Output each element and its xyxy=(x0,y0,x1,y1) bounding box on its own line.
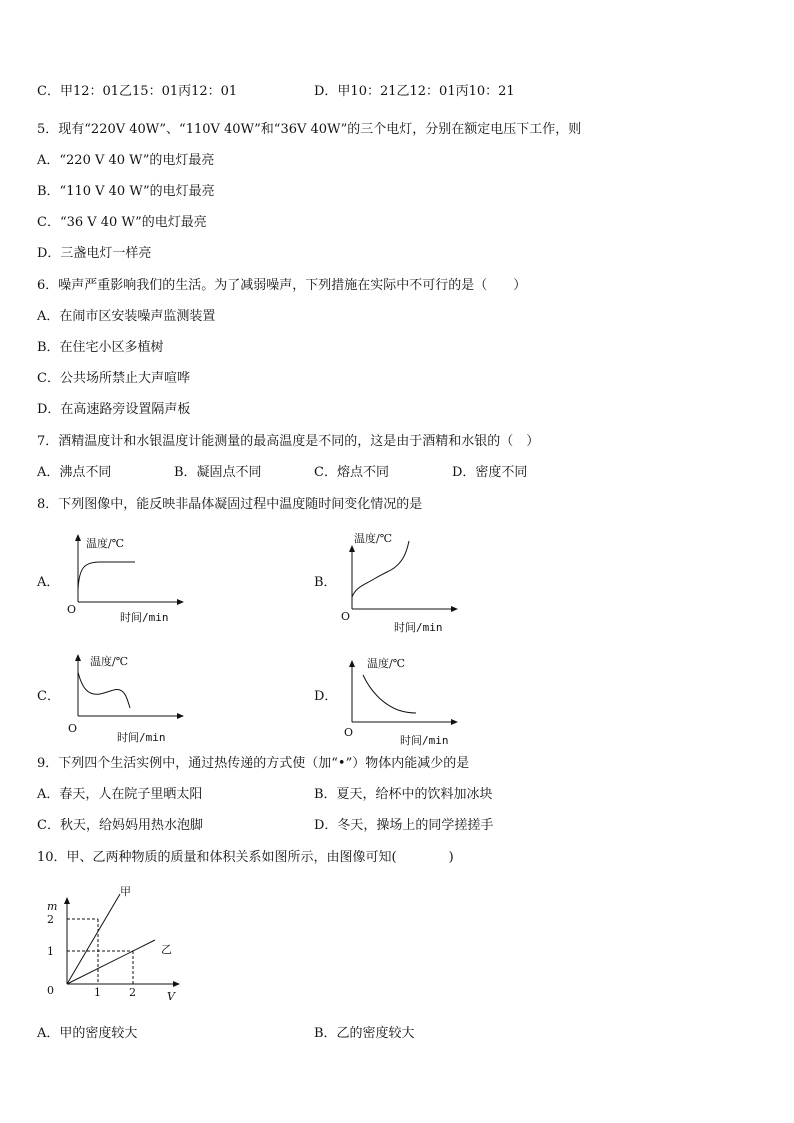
q9-option-a: A．春天，人在院子里晒太阳 xyxy=(37,787,203,802)
q7-option-b: B．凝固点不同 xyxy=(174,465,262,480)
curve-c xyxy=(78,672,130,708)
y-tick-2: 2 xyxy=(47,913,54,926)
q7-option-c: C．熔点不同 xyxy=(314,465,389,480)
x-axis-arrow-icon xyxy=(173,981,180,987)
q8-graph-a xyxy=(60,530,190,630)
origin-label: O xyxy=(68,722,78,735)
q8-stem: 8．下列图像中，能反映非晶体凝固过程中温度随时间变化情况的是 xyxy=(37,497,423,512)
q4-option-d: D．甲10：21乙12：01丙10：21 xyxy=(314,84,515,99)
curve-b xyxy=(352,541,409,597)
q4-option-c: C．甲12：01乙15：01丙12：01 xyxy=(37,84,238,99)
y-axis-label: 温度/℃ xyxy=(367,657,406,670)
q5-option-b: B．“110 V 40 W”的电灯最亮 xyxy=(37,184,215,199)
q6-option-d: D．在高速路旁设置隔声板 xyxy=(37,402,191,417)
origin-label: O xyxy=(341,610,351,623)
y-axis-arrow-icon xyxy=(75,534,81,541)
q6-option-b: B．在住宅小区多植树 xyxy=(37,340,164,355)
q9-option-c: C．秋天，给妈妈用热水泡脚 xyxy=(37,818,203,833)
y-axis-label: 温度/℃ xyxy=(90,655,129,668)
q10-stem: 10．甲、乙两种物质的质量和体积关系如图所示，由图像可知( ) xyxy=(37,850,454,865)
q8-label-b: B． xyxy=(314,575,337,590)
curve-a xyxy=(78,562,135,590)
y-tick-1: 1 xyxy=(47,945,54,958)
q10-option-a: A．甲的密度较大 xyxy=(37,1026,138,1041)
x-tick-1: 1 xyxy=(94,986,101,999)
y-axis-label: 温度/℃ xyxy=(354,532,393,545)
origin-label: O xyxy=(344,726,354,739)
y-axis-arrow-icon xyxy=(64,897,70,904)
x-axis-label: V xyxy=(167,990,175,1003)
q8-graph-c xyxy=(60,650,190,750)
origin-label: 0 xyxy=(47,984,54,997)
y-axis-arrow-icon xyxy=(349,660,355,667)
q8-label-d: D． xyxy=(314,689,338,704)
line-yi-label: 乙 xyxy=(161,943,172,956)
x-axis-label: 时间/min xyxy=(120,611,169,624)
x-axis-arrow-icon xyxy=(177,599,184,605)
q8-label-c: C． xyxy=(37,689,60,704)
line-jia-label: 甲 xyxy=(120,885,131,898)
q8-graph-b xyxy=(334,527,464,637)
x-axis-label: 时间/min xyxy=(117,731,166,744)
y-axis-arrow-icon xyxy=(349,545,355,552)
y-axis-arrow-icon xyxy=(75,654,81,661)
q8-label-a: A． xyxy=(37,575,60,590)
y-axis-label: 温度/℃ xyxy=(86,537,125,550)
q6-option-a: A．在闹市区安装噪声监测装置 xyxy=(37,309,216,324)
q6-stem: 6．噪声严重影响我们的生活。为了减弱噪声，下列措施在实际中不可行的是（ ） xyxy=(37,278,527,293)
q8-graph-d xyxy=(334,652,464,750)
origin-label: O xyxy=(67,603,77,616)
x-axis-arrow-icon xyxy=(451,606,458,612)
q5-stem: 5．现有“220V 40W”、“110V 40W”和“36V 40W”的三个电灯，分别在额定电压下工作，则 xyxy=(37,122,582,137)
q10-option-b: B．乙的密度较大 xyxy=(314,1026,415,1041)
q9-option-b: B．夏天，给杯中的饮料加冰块 xyxy=(314,787,493,802)
x-axis-arrow-icon xyxy=(451,719,458,725)
q9-stem: 9．下列四个生活实例中，通过热传递的方式使（加“•”）物体内能减少的是 xyxy=(37,756,470,771)
x-axis-label: 时间/min xyxy=(394,621,443,634)
y-axis-label: m xyxy=(47,900,58,913)
x-axis-label: 时间/min xyxy=(400,734,449,747)
q5-option-a: A．“220 V 40 W”的电灯最亮 xyxy=(37,153,215,168)
q5-option-c: C．“36 V 40 W”的电灯最亮 xyxy=(37,215,207,230)
q9-option-d: D．冬天，操场上的同学搓搓手 xyxy=(314,818,494,833)
x-tick-2: 2 xyxy=(129,986,136,999)
x-axis-arrow-icon xyxy=(177,713,184,719)
curve-d xyxy=(363,675,416,713)
q7-stem: 7．酒精温度计和水银温度计能测量的最高温度是不同的，这是由于酒精和水银的（ ） xyxy=(37,434,540,449)
q5-option-d: D．三盏电灯一样亮 xyxy=(37,246,152,261)
q6-option-c: C．公共场所禁止大声喧哗 xyxy=(37,371,190,386)
q10-graph xyxy=(35,882,195,1007)
q7-option-a: A．沸点不同 xyxy=(37,465,112,480)
q7-option-d: D．密度不同 xyxy=(452,465,528,480)
